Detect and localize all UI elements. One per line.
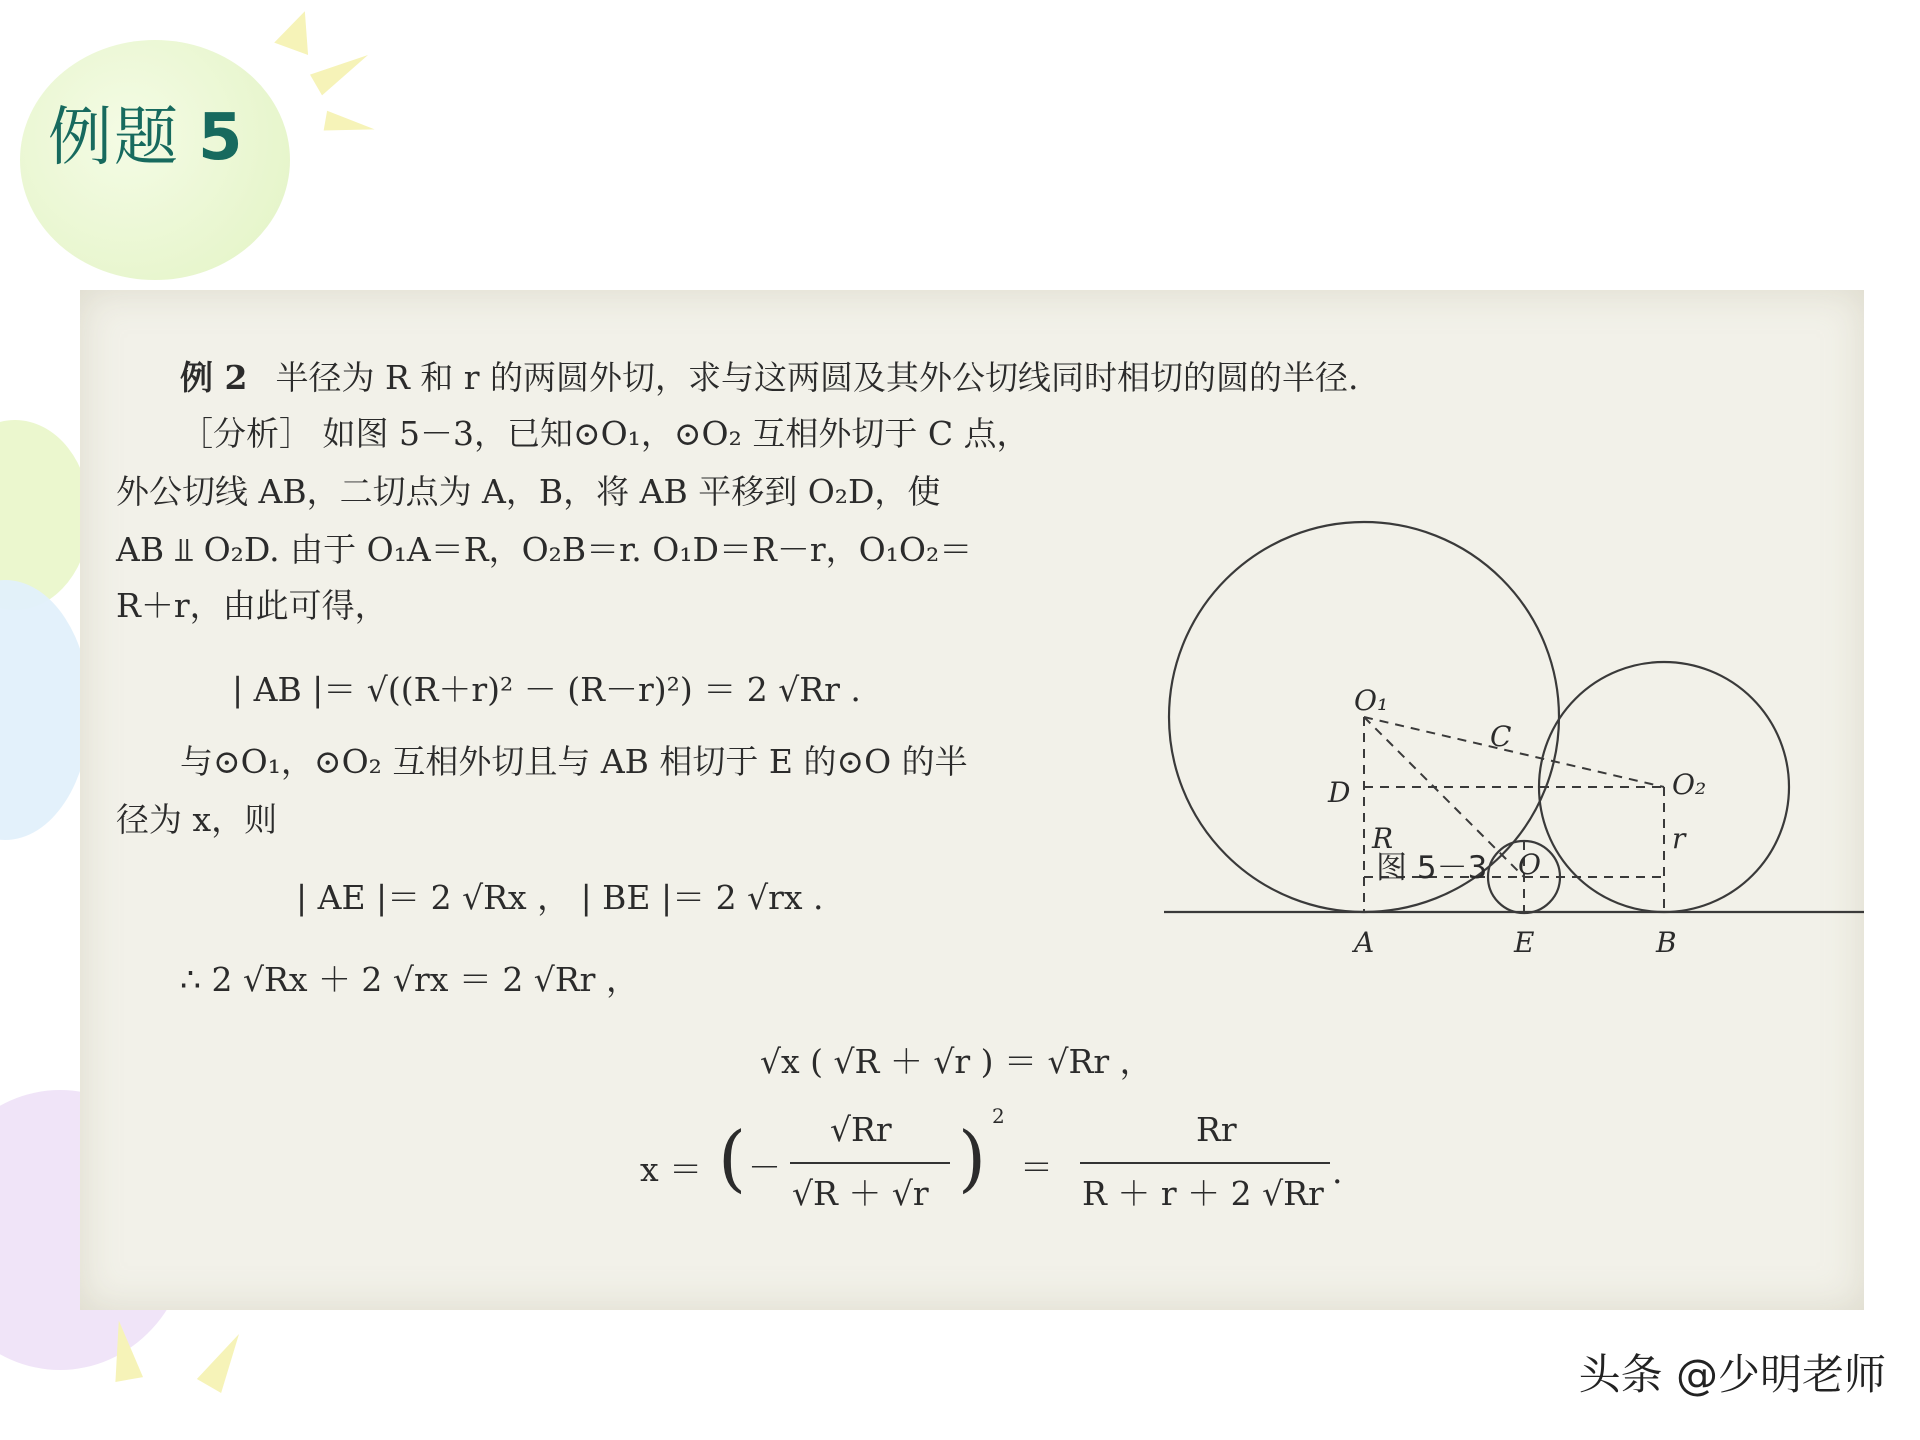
equation-final: [640, 1104, 1360, 1218]
figure-5-3-diagram: [1164, 430, 1864, 1030]
figure-caption: 图 5－3: [1376, 850, 1488, 886]
fraction-2-numerator: Rr: [1196, 1110, 1237, 1149]
problem-label: 例 2: [180, 358, 248, 397]
label-r-small: r: [1672, 822, 1686, 855]
label-c: C: [1490, 720, 1512, 753]
slide-title: [48, 86, 245, 178]
label-a: A: [1354, 926, 1375, 959]
scanned-textbook-page: [80, 290, 1864, 1310]
analysis-line-3: AB ⫫ O₂D. 由于 O₁A＝R，O₂B＝r. O₁D＝R－r，O₁O₂＝: [116, 530, 973, 569]
equals-sign: ＝: [1020, 1148, 1053, 1187]
sun-ray-decoration: [310, 45, 374, 96]
equation-sqrt-x: √x ( √R ＋ √r ) ＝ √Rr ，: [760, 1042, 1153, 1081]
balloon-decoration-blue: [0, 580, 90, 840]
equation-ae-be: | AE |＝ 2 √Rx ， | BE |＝ 2 √rx .: [296, 878, 824, 917]
paragraph-line-2: 径为 x，则: [116, 800, 278, 839]
sun-ray-decoration: [324, 111, 377, 139]
label-o: O: [1518, 848, 1541, 881]
sun-ray-decoration: [274, 5, 322, 55]
label-r-large: R: [1372, 822, 1394, 855]
right-paren: ): [958, 1116, 987, 1200]
fraction-1-bar: [790, 1162, 950, 1164]
equation-ab-length: | AB |＝ √((R＋r)² － (R－r)²) ＝ 2 √Rr .: [232, 670, 861, 709]
problem-text: 半径为 R 和 r 的两圆外切，求与这两圆及其外公切线同时相切的圆的半径.: [275, 358, 1359, 397]
paragraph-line-1: 与⊙O₁，⊙O₂ 互相外切且与 AB 相切于 E 的⊙O 的半: [180, 742, 968, 781]
exponent: 2: [992, 1104, 1005, 1128]
analysis-line-4: R＋r，由此可得，: [116, 586, 388, 625]
equation-therefore: ∴ 2 √Rx ＋ 2 √rx ＝ 2 √Rr ，: [180, 960, 639, 999]
slide-title-number: 5: [198, 101, 245, 175]
label-b: B: [1656, 926, 1677, 959]
label-e: E: [1514, 926, 1535, 959]
label-d: D: [1328, 776, 1351, 809]
fraction-2-bar: [1080, 1162, 1330, 1164]
analysis-line-2: 外公切线 AB，二切点为 A，B，将 AB 平移到 O₂D，使: [116, 472, 941, 511]
slide-title-text: 例题: [48, 101, 180, 175]
problem-statement: [180, 352, 1359, 399]
analysis-line-1: ［分析］ 如图 5－3，已知⊙O₁，⊙O₂ 互相外切于 C 点，: [180, 414, 1030, 453]
dashed-o1-o2: [1364, 717, 1664, 787]
sun-ray-decoration: [197, 1327, 251, 1393]
fraction-1-numerator: √Rr: [830, 1110, 892, 1149]
label-o2: O₂: [1672, 768, 1707, 801]
minus-sign: －: [748, 1148, 781, 1187]
period: .: [1332, 1152, 1343, 1191]
fraction-2-denominator: R ＋ r ＋ 2 √Rr: [1082, 1174, 1324, 1213]
watermark-text: 头条 @少明老师: [1578, 1350, 1886, 1399]
fraction-1-denominator: √R ＋ √r: [792, 1174, 929, 1213]
label-o1: O₁: [1354, 684, 1389, 717]
x-lhs: x ＝: [640, 1150, 703, 1189]
left-paren: (: [718, 1116, 747, 1200]
